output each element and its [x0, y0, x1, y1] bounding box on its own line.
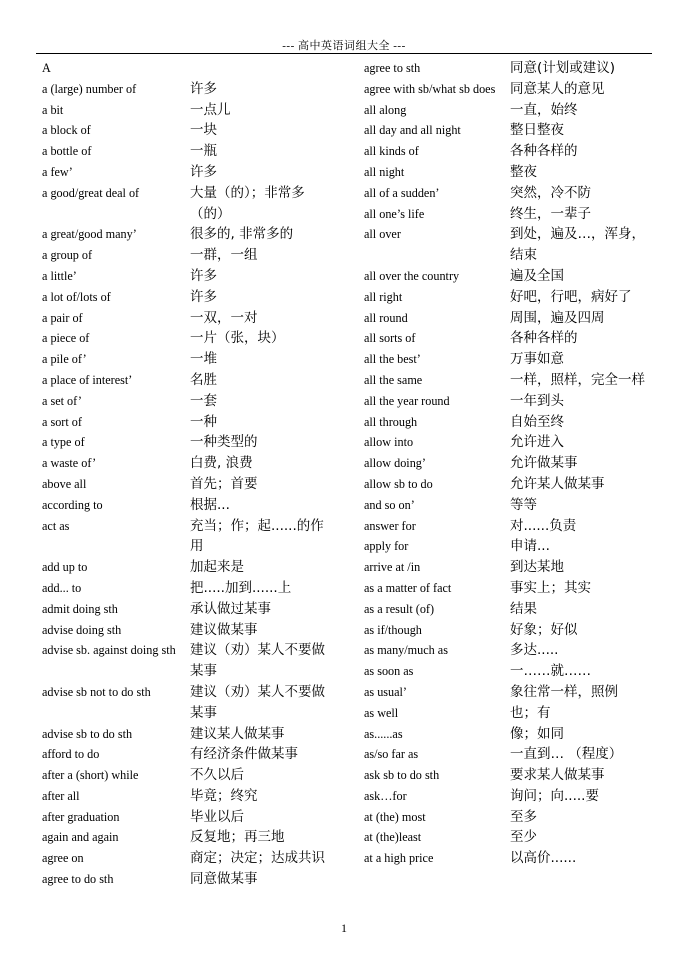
phrase-english: a great/good many’	[42, 227, 137, 242]
phrase-chinese: 一块	[190, 122, 217, 139]
phrase-english: all day and all night	[364, 123, 461, 138]
phrase-chinese: 万事如意	[510, 351, 564, 368]
phrase-row	[364, 58, 650, 79]
phrase-chinese: 以高价......	[510, 850, 577, 867]
phrase-chinese: 许多	[190, 80, 217, 97]
phrase-row	[364, 308, 650, 329]
phrase-english: again and again	[42, 830, 119, 845]
phrase-english: ask sb to do sth	[364, 768, 440, 783]
phrase-chinese: 充当；作；起......的作用	[190, 517, 324, 555]
phrase-row	[364, 162, 650, 183]
phrase-row	[364, 474, 650, 495]
phrase-english: agree with sb/what sb does	[364, 81, 496, 96]
phrase-chinese: 商定；决定；达成共识	[190, 850, 325, 867]
phrase-row	[364, 620, 650, 641]
phrase-row	[42, 120, 330, 141]
phrase-english: at (the)least	[364, 830, 422, 845]
phrase-english: allow into	[364, 435, 414, 450]
phrase-row	[42, 557, 330, 578]
phrase-english: all one’s life	[364, 206, 425, 221]
phrase-english: a waste of’	[42, 456, 97, 471]
phrase-chinese: 一……就……	[510, 663, 591, 680]
phrase-row	[364, 724, 650, 745]
phrase-chinese: 同意(计划或建议)	[510, 60, 616, 76]
phrase-chinese: 到处，遍及…，浑身，结束	[510, 226, 645, 264]
phrase-chinese: 毕竟；终究	[190, 787, 258, 804]
right-column	[364, 58, 650, 869]
phrase-chinese: 各种各样的	[510, 143, 578, 160]
phrase-english: allow doing’	[364, 456, 426, 471]
phrase-english: all kinds of	[364, 144, 419, 159]
phrase-english: at (the) most	[364, 809, 426, 824]
phrase-chinese: 毕业以后	[190, 808, 244, 825]
phrase-row	[42, 328, 330, 349]
phrase-chinese: 各种各样的	[510, 330, 578, 347]
phrase-english: advise doing sth	[42, 622, 122, 637]
phrase-row	[42, 744, 330, 765]
phrase-row	[42, 432, 330, 453]
phrase-chinese: 一直，始终	[510, 101, 578, 118]
phrase-english: as if/though	[364, 622, 422, 637]
page-number: 1	[341, 921, 347, 935]
phrase-chinese: 一种类型的	[190, 434, 258, 451]
phrase-row	[364, 599, 650, 620]
phrase-chinese: 也；有	[510, 704, 551, 721]
phrase-row	[364, 370, 650, 391]
phrase-chinese: 一样，照样，完全一样	[510, 371, 645, 388]
phrase-chinese: 许多	[190, 288, 217, 305]
phrase-english: allow sb to do	[364, 476, 433, 491]
phrase-english: a little’	[42, 268, 77, 283]
phrase-row	[42, 786, 330, 807]
phrase-english: all sorts of	[364, 331, 416, 346]
phrase-row	[42, 620, 330, 641]
phrase-chinese: 一双，一对	[190, 309, 258, 326]
phrase-row	[364, 495, 650, 516]
phrase-chinese: 自始至终	[510, 413, 564, 430]
phrase-chinese: 一堆	[190, 351, 217, 368]
phrase-row	[42, 599, 330, 620]
phrase-row	[364, 266, 650, 287]
phrase-row	[364, 432, 650, 453]
phrase-row	[42, 224, 330, 245]
phrase-row	[42, 349, 330, 370]
phrase-chinese: 允许做某事	[510, 455, 578, 472]
phrase-row	[364, 183, 650, 204]
phrase-chinese: 一点儿	[190, 101, 231, 118]
phrase-english: add up to	[42, 560, 88, 575]
phrase-english: above all	[42, 476, 87, 491]
phrase-row	[42, 848, 330, 869]
phrase-row	[42, 765, 330, 786]
phrase-english: after a (short) while	[42, 768, 139, 783]
phrase-english: a sort of	[42, 414, 82, 429]
phrase-chinese: 好吧，行吧，病好了	[510, 288, 632, 305]
phrase-chinese: 结果	[510, 600, 537, 617]
phrase-row	[364, 391, 650, 412]
phrase-row	[364, 141, 650, 162]
phrase-row	[42, 287, 330, 308]
phrase-chinese: 一片（张，块）	[190, 330, 285, 347]
phrase-chinese: 有经济条件做某事	[190, 746, 298, 763]
phrase-english: agree to sth	[364, 61, 421, 75]
phrase-english: a place of interest’	[42, 372, 133, 387]
phrase-english: as/so far as	[364, 747, 419, 762]
phrase-chinese: 对......负责	[510, 517, 577, 534]
phrase-row	[42, 724, 330, 745]
phrase-english: as a result (of)	[364, 601, 435, 616]
phrase-chinese: 把.....加到......上	[190, 579, 292, 596]
phrase-row	[364, 79, 650, 100]
phrase-english: all the same	[364, 372, 423, 387]
phrase-row	[364, 827, 650, 848]
phrase-english: a piece of	[42, 331, 90, 346]
phrase-english: a good/great deal of	[42, 185, 140, 200]
phrase-english: a pile of’	[42, 352, 87, 367]
phrase-english: according to	[42, 497, 103, 512]
phrase-chinese: 允许某人做某事	[510, 475, 605, 492]
phrase-chinese: 像；如同	[510, 725, 564, 742]
phrase-english: after all	[42, 788, 80, 803]
phrase-row	[42, 308, 330, 329]
phrase-english: add... to	[42, 580, 82, 595]
phrase-english: after graduation	[42, 809, 120, 824]
phrase-english: all night	[364, 164, 405, 179]
phrase-chinese: 同意做某事	[190, 871, 258, 888]
phrase-english: advise sb. against doing sth	[42, 643, 176, 658]
phrase-row	[364, 765, 650, 786]
left-column	[42, 58, 330, 890]
phrase-english: all along	[364, 102, 407, 117]
phrase-chinese: 等等	[510, 496, 537, 513]
phrase-english: arrive at /in	[364, 560, 421, 575]
phrase-chinese: 周围，遍及四周	[510, 309, 605, 326]
phrase-row	[42, 391, 330, 412]
phrase-row	[42, 827, 330, 848]
phrase-row	[42, 578, 330, 599]
phrase-row	[364, 349, 650, 370]
phrase-english: all right	[364, 289, 403, 304]
phrase-chinese: 许多	[190, 163, 217, 180]
phrase-english: admit doing sth	[42, 601, 118, 616]
phrase-english: agree to do sth	[42, 872, 114, 887]
phrase-english: a pair of	[42, 310, 83, 325]
phrase-row	[42, 412, 330, 433]
phrase-row	[42, 807, 330, 828]
phrase-row	[42, 183, 330, 225]
phrase-english: all the best’	[364, 352, 421, 367]
phrase-english: advise sb to do sth	[42, 726, 133, 741]
phrase-chinese: 一群，一组	[190, 247, 258, 264]
phrase-chinese: 大量（的）；非常多（的）	[190, 184, 305, 222]
phrase-chinese: 承认做过某事	[190, 600, 271, 617]
phrase-chinese: 询问；向.....要	[510, 787, 599, 804]
phrase-english: act as	[42, 518, 70, 533]
phrase-row	[42, 245, 330, 266]
phrase-row	[42, 474, 330, 495]
phrase-english: as many/much as	[364, 643, 448, 658]
phrase-row	[364, 807, 650, 828]
phrase-english: all through	[364, 414, 418, 429]
phrase-chinese: 一直到… （程度）	[510, 746, 623, 763]
phrase-row	[364, 453, 650, 474]
phrase-english: advise sb not to do sth	[42, 684, 151, 699]
phrase-row	[364, 120, 650, 141]
phrase-english: a lot of/lots of	[42, 289, 111, 304]
phrase-chinese: 不久以后	[190, 767, 244, 784]
phrase-row	[364, 640, 650, 661]
phrase-english: a block of	[42, 123, 91, 138]
phrase-row	[364, 536, 650, 557]
phrase-chinese: 整日整夜	[510, 122, 564, 139]
phrase-english: apply for	[364, 539, 409, 554]
phrase-row	[364, 287, 650, 308]
phrase-english: answer for	[364, 518, 416, 533]
phrase-row	[42, 162, 330, 183]
phrase-chinese: 事实上；其实	[510, 579, 591, 596]
phrase-row	[364, 557, 650, 578]
phrase-english: as soon as	[364, 664, 414, 679]
phrase-chinese: 一年到头	[510, 392, 564, 409]
phrase-chinese: 反复地；再三地	[190, 829, 285, 846]
phrase-chinese: 象往常一样，照例	[510, 683, 618, 700]
phrase-chinese: 一瓶	[190, 143, 217, 160]
phrase-chinese: 建议某人做某事	[190, 725, 285, 742]
phrase-chinese: 要求某人做某事	[510, 767, 605, 784]
phrase-row	[364, 786, 650, 807]
phrase-row	[42, 516, 330, 558]
phrase-chinese: 根据...	[190, 496, 230, 513]
phrase-chinese: 名胜	[190, 371, 217, 388]
phrase-english: at a high price	[364, 851, 434, 866]
phrase-english: a bit	[42, 102, 64, 117]
phrase-english: a set of’	[42, 393, 82, 408]
phrase-english: and so on’	[364, 497, 415, 512]
phrase-chinese: 建议做某事	[190, 621, 258, 638]
phrase-row	[42, 58, 330, 79]
phrase-english: all round	[364, 310, 408, 325]
phrase-chinese: 建议（劝）某人不要做某事	[190, 683, 325, 721]
phrase-chinese: 同意某人的意见	[510, 80, 605, 97]
phrase-chinese: 至少	[510, 829, 537, 846]
phrase-english: a (large) number of	[42, 81, 137, 96]
phrase-english: all the year round	[364, 393, 450, 408]
phrase-row	[364, 703, 650, 724]
phrase-row	[364, 516, 650, 537]
phrase-row	[42, 682, 330, 724]
phrase-row	[364, 412, 650, 433]
phrase-english: as usual’	[364, 684, 407, 699]
phrase-chinese: 一套	[190, 392, 217, 409]
phrase-english: a bottle of	[42, 144, 92, 159]
phrase-row	[42, 495, 330, 516]
phrase-row	[364, 848, 650, 869]
phrase-chinese: 好象；好似	[510, 621, 578, 638]
phrase-row	[364, 744, 650, 765]
phrase-row	[42, 100, 330, 121]
phrase-english: agree on	[42, 851, 84, 866]
phrase-row	[42, 640, 330, 682]
phrase-english: as......as	[364, 726, 403, 741]
phrase-chinese: 允许进入	[510, 434, 564, 451]
phrase-row	[364, 224, 650, 266]
page-header: --- 高中英语词组大全 ---	[282, 40, 406, 52]
phrase-chinese: 多达.....	[510, 642, 559, 659]
header-divider	[36, 53, 652, 54]
phrase-row	[42, 79, 330, 100]
phrase-row	[364, 578, 650, 599]
phrase-chinese: 首先；首要	[190, 475, 258, 492]
phrase-english: as a matter of fact	[364, 580, 452, 595]
phrase-english: A	[42, 61, 51, 75]
phrase-chinese: 遍及全国	[510, 267, 564, 284]
phrase-chinese: 申请...	[510, 538, 550, 555]
phrase-row	[364, 328, 650, 349]
phrase-chinese: 一种	[190, 413, 217, 430]
phrase-chinese: 整夜	[510, 163, 537, 180]
phrase-row	[364, 661, 650, 682]
phrase-chinese: 至多	[510, 808, 537, 825]
phrase-english: all over	[364, 227, 401, 242]
phrase-row	[364, 204, 650, 225]
phrase-english: a type of	[42, 435, 85, 450]
phrase-row	[364, 682, 650, 703]
phrase-row	[42, 266, 330, 287]
phrase-chinese: 许多	[190, 267, 217, 284]
phrase-row	[42, 370, 330, 391]
phrase-chinese: 建议（劝）某人不要做某事	[190, 642, 325, 680]
phrase-chinese: 终生，一辈子	[510, 205, 591, 222]
phrase-english: all of a sudden’	[364, 185, 440, 200]
phrase-row	[42, 869, 330, 890]
phrase-english: all over the country	[364, 268, 460, 283]
phrase-chinese: 白费, 浪费	[190, 455, 253, 472]
phrase-chinese: 到达某地	[510, 559, 564, 576]
phrase-row	[364, 100, 650, 121]
phrase-chinese: 加起来是	[190, 559, 244, 576]
phrase-english: a few’	[42, 164, 73, 179]
phrase-row	[42, 453, 330, 474]
phrase-english: afford to do	[42, 747, 100, 762]
phrase-english: ask…for	[364, 788, 407, 803]
phrase-row	[42, 141, 330, 162]
phrase-chinese: 很多的, 非常多的	[190, 226, 294, 243]
phrase-english: as well	[364, 705, 399, 720]
phrase-english: a group of	[42, 248, 93, 263]
phrase-chinese: 突然，冷不防	[510, 184, 591, 201]
